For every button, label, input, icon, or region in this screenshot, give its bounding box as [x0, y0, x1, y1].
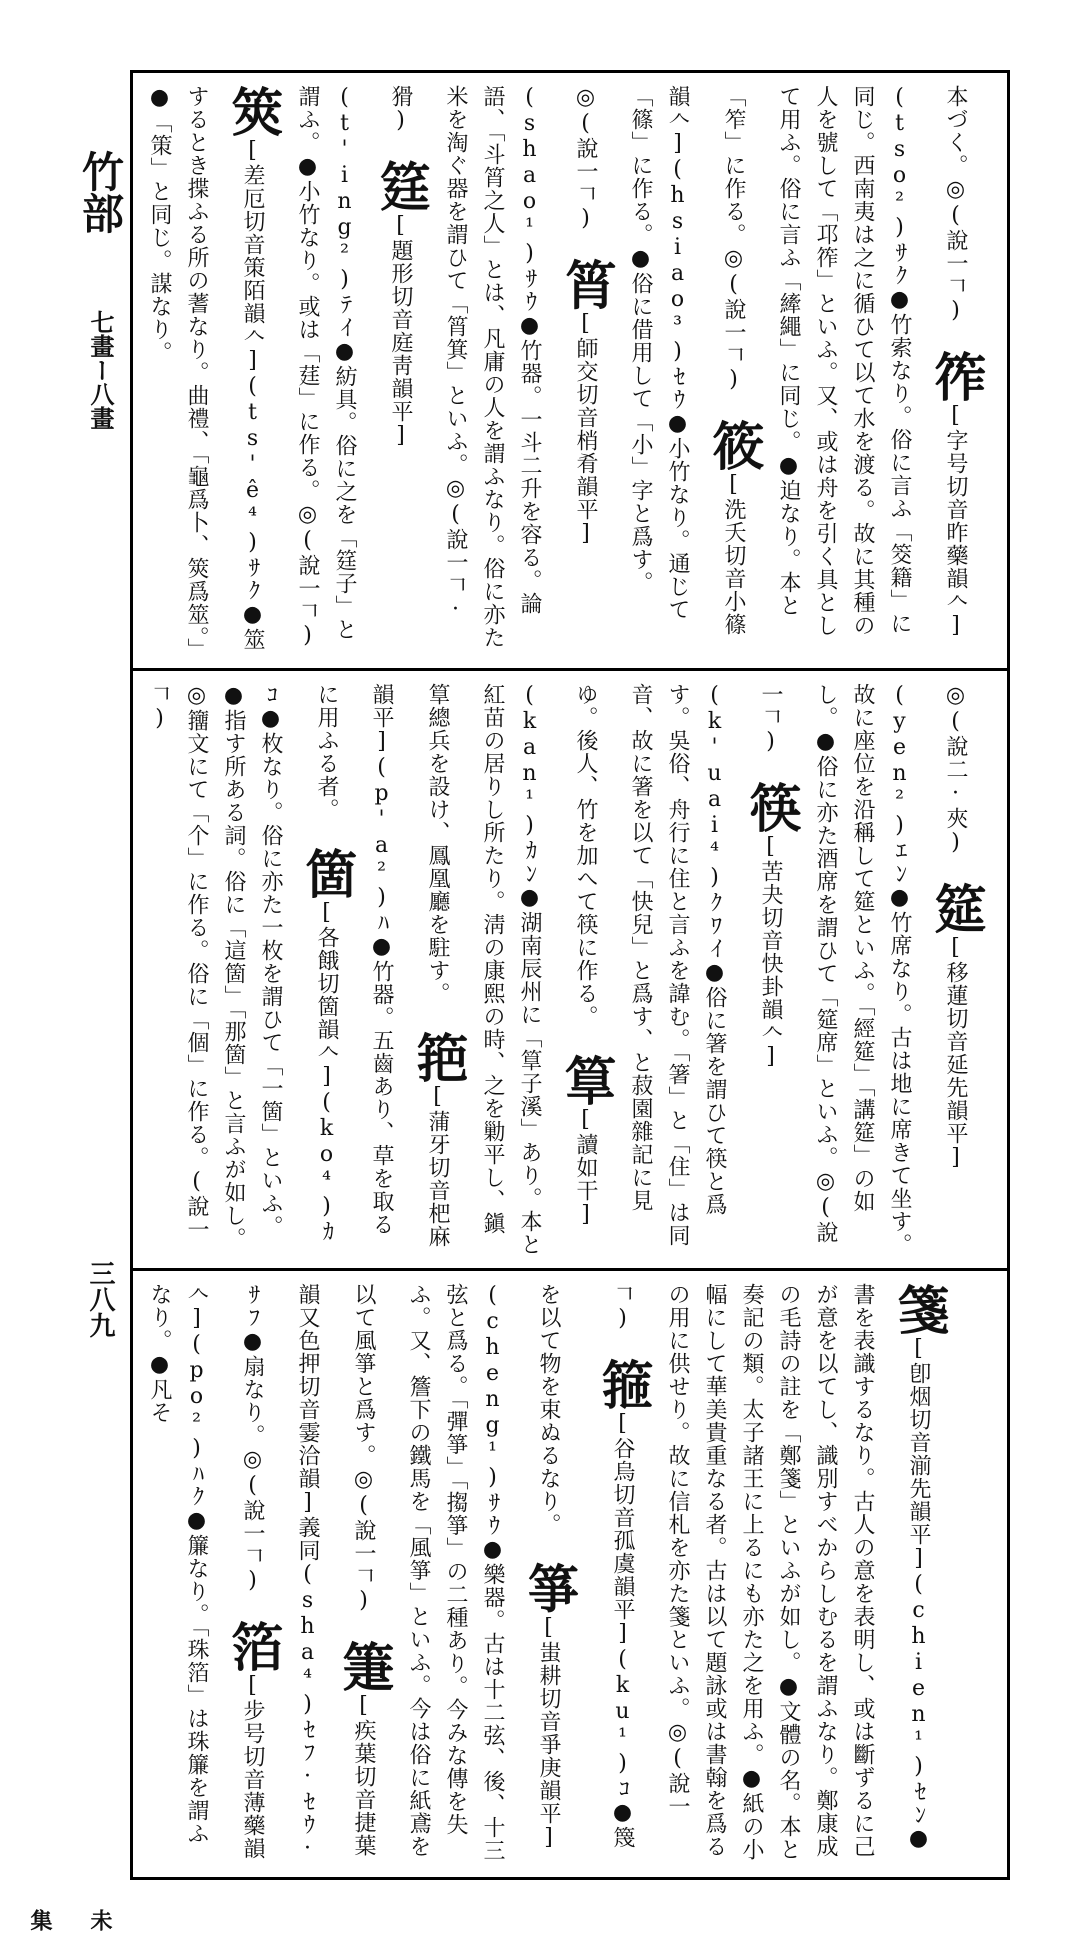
dictionary-entry: [943, 85, 968, 324]
dictionary-entry: [351, 1283, 579, 1862]
entry-headword: 箑: [333, 1640, 394, 1693]
entry-headword: 筲: [555, 258, 616, 311]
radical-label: 竹部: [76, 150, 125, 234]
series-label: 未集: [27, 1909, 113, 1931]
entry-headword: 筢: [407, 1031, 468, 1084]
entry-headword: 筷: [740, 781, 801, 834]
entry-text: [字号切音昨藥韻𠆢](tso²)ｻｸ●竹索なり。俗に言ふ「筊籍」に同じ。西南夷は之に循ひて以て水を渡る。故に其種の人を號して「邛筰」といふ。又、或は舟を引く具として用ふ。俗に言ふ「縴繩」に同じ。●迫なり。本と「笮」に作る。◎(說一𠃍): [721, 85, 968, 639]
entry-headword: 箏: [518, 1562, 579, 1615]
dictionary-entry: [295, 85, 431, 649]
dictionary-entry: [610, 1283, 949, 1861]
entry-text: [移蓮切音延先韻平](yen²)ｴﾝ●竹席なり。古は地に席きて坐す。故に座位を沿稱して筵といふ。「經筵」「講筵」の如し。●俗に亦た酒席を謂ひて「筵席」といふ。◎(說一𠃍): [758, 683, 968, 1256]
entry-text: [卽烟切音湔先韻平](chien¹)ｾﾝ●書を表識するなり。古人の意を表明し、或は斷ずるに己が意を以てし、識別すべからしむるを謂ふなり。鄭康成の毛詩の註を「鄭箋」といふが如し。●文體の名。本と奏記の類。太子諸王に上るにも亦た之を用ふ。●紙の小幅にして華美貴重なる者。古は以て題詠或は書翰を爲るの用に供せり。故に信札を亦た箋といふ。◎(說一𠃍): [610, 1283, 931, 1861]
dictionary-entry: [758, 683, 986, 1256]
entry-text: [師交切音梢肴韻平](shao¹)ｻｳ●竹器。一斗二升を容る。論語、「斗筲之人」とは、凡庸の人を謂ふなり。俗に亦た米を淘ぐ器を謂ひて「筲箕」といふ。◎(說一𠃍·猾): [388, 85, 598, 649]
entry-text: 本づく。◎(說一𠃍): [943, 85, 968, 324]
dictionary-entry: [573, 683, 801, 1247]
entry-headword: 箇: [296, 847, 357, 900]
entry-text: [谷烏切音孤虞韻平](ku¹)ｺ●篾を以て物を束ぬるなり。: [536, 1283, 635, 1849]
entry-text: [題形切音庭靑韻平](t'ing²)ﾃｲ●紡具。俗に之を「筳子」と謂ふ。●小竹なり。或は「莛」に作る。◎(說一𠃍): [295, 85, 413, 649]
entry-text: ◎(說二·夾): [943, 683, 968, 856]
entry-text: [蒲牙切音杷麻韻平](p'a²)ﾊ●竹器。五齒あり、草を取るに用ふる者。: [314, 683, 450, 1248]
entry-headword: 筵: [925, 882, 986, 935]
stroke-count-label: 七畫ー八畫: [86, 310, 115, 430]
entry-headword: 筸: [555, 1054, 616, 1107]
panel-3: [133, 1268, 1007, 1877]
dictionary-entry: [943, 683, 968, 856]
entry-headword: 箔: [222, 1620, 283, 1673]
entry-text: [步号切音薄藥韻𠆢](po²)ﾊｸ●簾なり。「珠箔」は珠簾を謂ふなり。●凡そ: [147, 1283, 265, 1860]
page-number: 三八九: [85, 1260, 115, 1338]
entry-headword: 箍: [592, 1358, 653, 1411]
entry-text: [洗夭切音小篠韻𠆢](hsiao³)ｾｳ●小竹なり。通じて「篠」に作る。●俗に借用して「小」字と爲す。◎(說一𠃍): [573, 85, 746, 636]
dictionary-entry: [147, 85, 283, 651]
entry-headword: 箋: [888, 1283, 949, 1336]
entry-text: [苦夬切音快卦韻𠆢](k'uai⁴)ｸﾜｲ●俗に箸を謂ひて筷と爲す。吳俗、舟行に住と言ふを諱む。「箸」と「住」は同音、故に箸を以て「快兒」と爲す、と菽園雜記に見ゆ。後人、竹を加へて筷に作る。: [573, 683, 783, 1247]
entry-headword: 筴: [222, 85, 283, 138]
page-margin: [27, 140, 130, 1940]
panel-text: [133, 1271, 963, 1877]
entry-text: [疾葉切音捷葉韻又色押切音霎洽韻]義同(sha⁴)ｾﾌ·ｾｳ·ｻﾌ●扇なり。◎(說一𠃍): [240, 1283, 376, 1862]
entry-text: [蚩耕切音爭庚韻平](cheng¹)ｻｳ●樂器。古は十二弦、後、十三弦と爲る。「彈箏」「搊箏」の二種あり。今みな傳を失ふ。又、簷下の鐵馬を「風箏」といふ。今は俗に紙鳶を以て風箏と爲す。◎(說一𠃍): [351, 1283, 561, 1862]
dictionary-entry: [147, 683, 357, 1250]
panel-1: [133, 73, 1007, 668]
entry-headword: 筳: [370, 160, 431, 213]
entry-headword: 筰: [925, 350, 986, 403]
dictionary-entry: [721, 85, 986, 639]
panel-text: [133, 73, 1000, 668]
page-frame: [130, 70, 1010, 1880]
panel-text: [133, 671, 1000, 1268]
entry-text: [讀如干](kan¹)ｶﾝ●湖南辰州に「筸子溪」あり。本と紅苗の居りし所たり。淸の康熙の時、之を勦平し、鎭筸總兵を設け、鳳凰廳を駐す。: [425, 683, 598, 1256]
entry-text: [各餓切箇韻𠆢](ko⁴)ｶｺ●枚なり。俗に亦た一枚を謂ひて「一箇」といふ。●指す所ある詞。俗に「這箇」「那箇」と言ふが如し。◎籒文にて「个」に作る。俗に「個」に作る。(說一𠃍): [147, 683, 339, 1250]
panel-2: [133, 668, 1007, 1268]
entry-text: [差厄切音策陌韻𠆢](ts'ê⁴)ｻｸ●筮するとき揲ふる所の蓍なり。曲禮、「龜爲卜、筴爲筮。」●「策」と同じ。謀なり。: [147, 85, 265, 651]
entry-headword: 筱: [703, 419, 764, 472]
